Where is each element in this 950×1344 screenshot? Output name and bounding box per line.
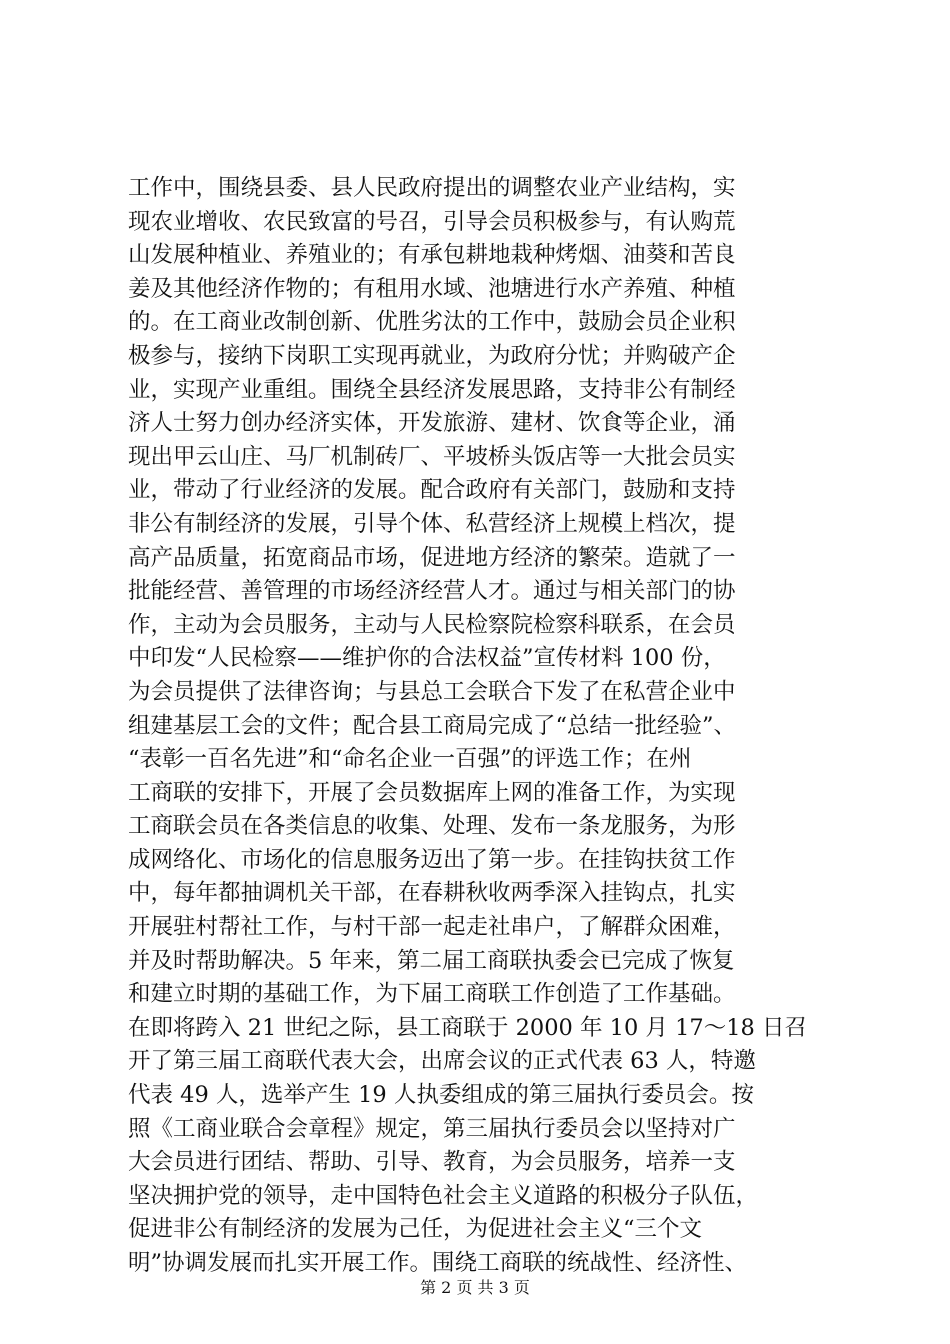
text-line: 批能经营、善管理的市场经济经营人才。通过与相关部门的协 [128, 578, 736, 605]
body-text [128, 172, 828, 1281]
text-line: 现出甲云山庄、马厂机制砖厂、平坡桥头饭店等一大批会员实 [128, 443, 736, 470]
text-line: “表彰一百名先进”和“命名企业一百强”的评选工作；在州 [128, 746, 692, 773]
text-line: 组建基层工会的文件；配合县工商局完成了“总结一批经验”、 [128, 712, 737, 739]
text-line: 为会员提供了法律咨询；与县总工会联合下发了在私营企业中 [128, 678, 736, 705]
text-line: 大会员进行团结、帮助、引导、教育，为会员服务，培养一支 [128, 1149, 736, 1176]
text-line: 在即将跨入 21 世纪之际，县工商联于 2000 年 10 月 17～18 日召 [128, 1014, 807, 1041]
text-line: 现农业增收、农民致富的号召，引导会员积极参与，有认购荒 [128, 208, 736, 235]
text-line: 业，实现产业重组。围绕全县经济发展思路，支持非公有制经 [128, 376, 736, 403]
text-line: 山发展种植业、养殖业的；有承包耕地栽种烤烟、油葵和苦良 [128, 242, 736, 269]
text-line: 工商联会员在各类信息的收集、处理、发布一条龙服务，为形 [128, 813, 736, 840]
text-line: 照《工商业联合会章程》规定，第三届执行委员会以坚持对广 [128, 1115, 736, 1142]
text-line: 济人士努力创办经济实体，开发旅游、建材、饮食等企业，涌 [128, 410, 736, 437]
text-line: 中印发“人民检察——维护你的合法权益”宣传材料 100 份， [128, 645, 726, 672]
text-line: 业，带动了行业经济的发展。配合政府有关部门，鼓励和支持 [128, 477, 736, 504]
text-line: 的。在工商业改制创新、优胜劣汰的工作中，鼓励会员企业积 [128, 309, 736, 336]
text-line: 作，主动为会员服务，主动与人民检察院检察科联系，在会员 [128, 611, 736, 638]
text-line: 开展驻村帮社工作，与村干部一起走社串户，了解群众困难， [128, 914, 736, 941]
text-line: 代表 49 人，选举产生 19 人执委组成的第三届执行委员会。按 [128, 1082, 754, 1109]
text-line: 中，每年都抽调机关干部，在春耕秋收两季深入挂钩点，扎实 [128, 880, 736, 907]
text-line: 成网络化、市场化的信息服务迈出了第一步。在挂钩扶贫工作 [128, 846, 736, 873]
text-line: 坚决拥护党的领导，走中国特色社会主义道路的积极分子队伍， [128, 1182, 759, 1209]
text-line: 和建立时期的基础工作，为下届工商联工作创造了工作基础。 [128, 981, 736, 1008]
text-line: 工商联的安排下，开展了会员数据库上网的准备工作，为实现 [128, 779, 736, 806]
text-line: 促进非公有制经济的发展为己任，为促进社会主义“三个文 [128, 1216, 703, 1243]
text-line: 工作中，围绕县委、县人民政府提出的调整农业产业结构，实 [128, 175, 736, 201]
text-line: 明”协调发展而扎实开展工作。围绕工商联的统战性、经济性、 [128, 1250, 748, 1276]
text-line: 姜及其他经济作物的；有租用水域、池塘进行水产养殖、种植 [128, 275, 736, 302]
text-line: 高产品质量，拓宽商品市场，促进地方经济的繁荣。造就了一 [128, 544, 736, 571]
text-line: 非公有制经济的发展，引导个体、私营经济上规模上档次，提 [128, 510, 736, 537]
text-line: 极参与，接纳下岗职工实现再就业，为政府分忧；并购破产企 [128, 342, 736, 369]
page-footer: 第 2 页 共 3 页 [420, 1278, 530, 1297]
text-line: 开了第三届工商联代表大会，出席会议的正式代表 63 人，特邀 [128, 1048, 756, 1075]
text-line: 并及时帮助解决。5 年来，第二届工商联执委会已完成了恢复 [128, 947, 735, 974]
